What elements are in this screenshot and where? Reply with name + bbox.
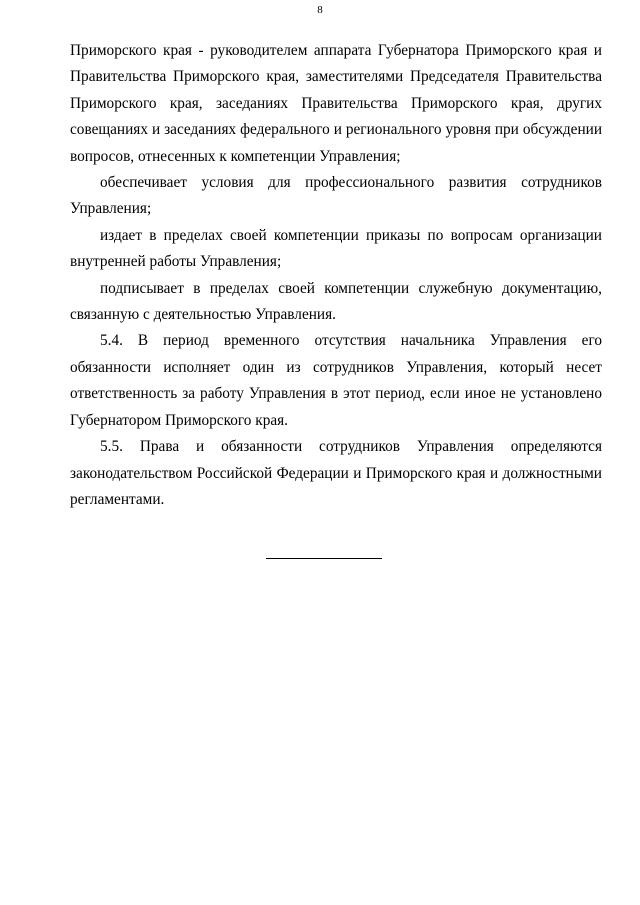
text-line: Управления; [70,200,152,218]
text-line: совещаниях и заседаниях федерального и регионального уровня при обсуждении [70,121,602,139]
text-line: издает в пределах своей компетенции приказы по вопросам организации [100,226,602,244]
text-line: Приморского края, заседаниях Правительства Приморского края, других [70,94,602,112]
text-line: внутренней работы Управления; [70,253,282,271]
paragraph-signs-documentation [70,276,602,329]
text-line: 5.5. Права и обязанности сотрудников Управления определяются [100,438,602,456]
text-line: 5.4. В период временного отсутствия начальника Управления его [100,332,602,350]
text-line: вопросов, отнесенных к компетенции Управления; [70,147,401,165]
text-line: Приморского края - руководителем аппарата Губернатора Приморского края и [70,42,602,59]
paragraph-duties-continuation [70,38,602,170]
paragraph-professional-development [70,170,602,223]
text-line: обеспечивает условия для профессионального развития сотрудников [100,174,602,192]
text-line: законодательством Российской Федерации и Приморского края и должностными [70,464,602,482]
paragraph-5-4 [70,328,602,434]
text-line: обязанности исполняет один из сотрудников Управления, который несет [70,358,602,376]
text-line: Правительства Приморского края, заместителями Председателя Правительства [70,68,602,86]
text-line: регламентами. [70,490,165,508]
text-line: подписывает в пределах своей компетенции служебную документацию, [100,279,602,297]
paragraph-orders [70,223,602,276]
page-number: 8 [317,4,323,16]
end-separator-line [266,558,382,559]
document-body [70,38,602,513]
text-line: ответственность за работу Управления в этот период, если иное не установлено [70,385,602,403]
text-line: Губернатором Приморского края. [70,411,288,429]
paragraph-5-5 [70,434,602,513]
text-line: связанную с деятельностью Управления. [70,306,336,324]
